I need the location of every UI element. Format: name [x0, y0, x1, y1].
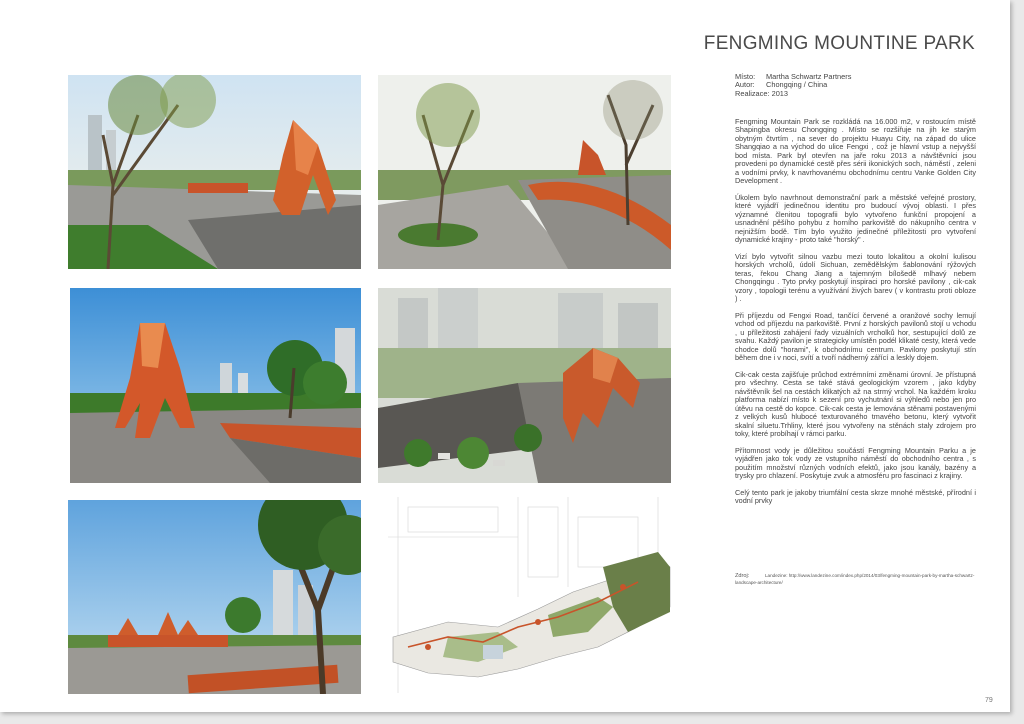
- source-label: Zdroj:: [735, 573, 750, 579]
- photo-aerial-pavilions: [378, 288, 671, 483]
- article-body: [735, 118, 976, 514]
- meta-value: Chongqing / China: [766, 80, 828, 90]
- page-title: FENGMING MOUNTINE PARK: [703, 33, 975, 54]
- photo-tree-plaza: [68, 500, 361, 694]
- photo-entrance-plaza: [68, 75, 361, 269]
- meta-label: Realizace:: [735, 88, 770, 98]
- meta-row-realization: [735, 90, 980, 98]
- meta-value: 2013: [771, 88, 789, 98]
- paragraph: Vizí bylo vytvořit silnou vazbu mezi touto lokalitou a okolní kulisou horských vrcholů, údolí Sichuan, zemědělským šablonování rýžových teras, řekou Chang Jiang a tajemným bílošedě mlhavý nebem Chongqingu . Tyto prvky poskytují inspiraci pro horské pavilony , cik-cak vzory , topologii terénu a využívání živých barev ( v kontrastu proti obloze ) .: [735, 251, 976, 304]
- photo-curved-path: [378, 75, 671, 269]
- site-plan: [388, 497, 671, 693]
- project-meta: [735, 73, 980, 98]
- paragraph: Fengming Mountain Park se rozkládá na 16.000 m2, v rostoucím místě Shapingba okresu Chongqing . Místo se rozšiřuje na jih ke starým obytným čtvrtím , na sever do projektu Huayu City, na západ do ulice Shangqiao a na východ do ulice Fengxi , což je hlavní vstup a nejvyšší bod místa. Park byl otevřen na jaře roku 2013 a návštěvníci jsou provedeni po dynamické cestě přes sérii ikonických soch, náměstí , zeleni a vodními prvky, k navrhovanému obchodnímu centru Vanke Golden City Development .: [735, 117, 976, 186]
- paragraph: Přítomnost vody je důležitou součástí Fengming Mountain Parku a je vyjádřen jako tok vody ze vstupního náměstí do obchodního centra , s použitím množství různých vodních efektů, jako jsou kanály, bazény a trysky pro chlazení. Poskytuje zvuk a atmosféru pro fascinaci z krajiny.: [735, 445, 976, 481]
- paragraph: Cik-cak cesta zajišťuje průchod extrémními změnami úrovní. Je přístupná pro všechny. Cesta se také stává geologickým vzorem , jako kdyby návštěvník šel na cestách klikatých až na strmý vrchol. Na každém kroku platforma nabízí místo k sezení pro vychutnání si výhledů nebo jen pro útěvu na cestě do kopce. Cik-cak cesta je lemována stěnami postavenými z velkých kusů hlubocé texturovaného tmavého betonu, který vytvořit skalní siluetu.Trhliny, které jsou vytvořeny na stěnách staly zdrojem pro toky, které probíhají v rámci parku.: [735, 369, 976, 439]
- source-note: [735, 573, 980, 585]
- meta-value: Martha Schwartz Partners: [766, 72, 852, 81]
- meta-label: Autor:: [735, 80, 755, 90]
- paragraph: Úkolem bylo navrhnout demonstrační park a městské veřejné prostory, které vyjádří jedinečnou identitu pro budoucí vývoj oblasti. I přes významné členitou topografii bylo vytvořeno funkční propojení a usnadnění pěšího pohybu z horního parkoviště do nákupního centra v nejnižším bodě. Tím bylo využito jedinečné příležitosti pro vytvoření dynamické krajiny - proto také "horský" .: [735, 192, 976, 245]
- source-link[interactable]: Landezine: http://www.landezine.com/index.php/2014/03/fengming-mountain-park-by-martha-schwartz-landscape-architecture/: [735, 573, 975, 585]
- photo-pavilion-blue-sky: [70, 288, 361, 483]
- page-number: 79: [985, 697, 993, 704]
- paragraph: Při příjezdu od Fengxi Road, tančící červené a oranžové sochy lemují vchod od příjezdu na parkoviště. První z horských pavilonů stojí u vchodu , u příležitosti zahájení řady vizuálních vrcholků hor, sestupující dolů ze svahu. Každý pavilon je strategicky umístěn podél klikaté cesty, která vede chodce dolů "horami", k obchodnímu centrum. Pavilony poskytují stín během dne i v noci, svítí a tvoří nádherný zářící a leskly dojem.: [735, 310, 976, 363]
- paragraph: Celý tento park je jakoby triumfální cesta skrze mnohé městské, přírodní i vodní prvky: [735, 488, 976, 506]
- meta-label: Místo:: [735, 72, 756, 81]
